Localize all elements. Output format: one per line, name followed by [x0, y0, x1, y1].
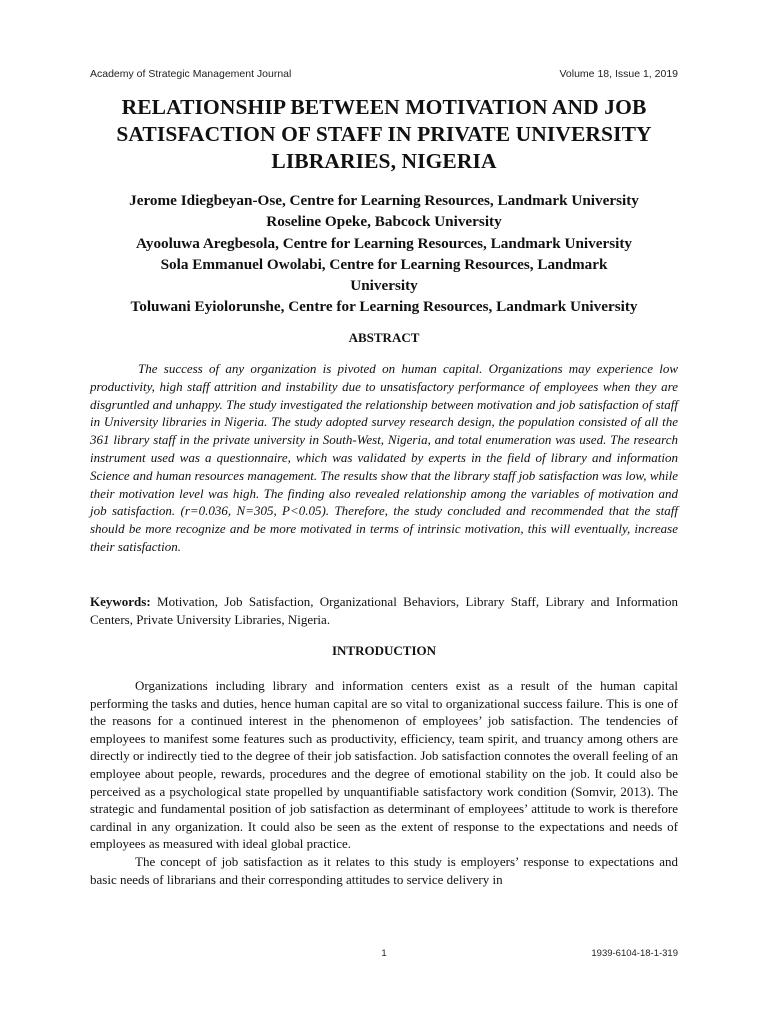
- keywords-text: Motivation, Job Satisfaction, Organizational Behaviors, Library Staff, Library and Information Centers, Private University Libraries, Nigeria.: [90, 594, 678, 627]
- journal-name: Academy of Strategic Management Journal: [90, 68, 292, 80]
- introduction-heading: INTRODUCTION: [331, 643, 436, 658]
- author-line: Sola Emmanuel Owolabi, Centre for Learning Resources, Landmark: [160, 255, 608, 273]
- introduction-body: [90, 677, 678, 888]
- author-line: Toluwani Eyiolorunshe, Centre for Learning Resources, Landmark University: [130, 298, 638, 316]
- introduction-paragraph: Organizations including library and information centers exist as a result of the human capital performing the tasks and duties, hence human capital are so vital to organizational success failure. This is one of the reasons for a continued interest in the phenomenon of employees’ job satisfaction. The tendencies of employees to manifest some features such as productivity, efficiency, team spirit, and truancy among others are directly or indirectly tied to the degree of their job satisfaction. Job satisfaction connotes the overall feeling of an employee about people, rewards, procedures and the degree of emotional stability on the job. It could also be perceived as a psychological state propelled by unquantifiable satisfactory work condition (Somvir, 2013). The strategic and fundamental position of job satisfaction as determinant of employees’ attitude to work is therefore cardinal in any organization. It could also be seen as the extent of response to the expectations and needs of employees as measured with ideal global practice.: [90, 678, 678, 852]
- author-list: [80, 190, 688, 318]
- introduction-paragraph: The concept of job satisfaction as it relates to this study is employers’ response to expectations and basic needs of librarians and their corresponding attitudes to service delivery in: [90, 853, 678, 887]
- keywords: [90, 593, 678, 629]
- title-line: SATISFACTION OF STAFF IN PRIVATE UNIVERSITY: [116, 122, 652, 146]
- title-line: LIBRARIES, NIGERIA: [271, 149, 497, 173]
- author-line: Roseline Opeke, Babcock University: [266, 213, 502, 231]
- article-id: 1939-6104-18-1-319: [591, 948, 678, 959]
- page-number: 1: [381, 948, 387, 959]
- title-line: RELATIONSHIP BETWEEN MOTIVATION AND JOB: [121, 95, 647, 119]
- volume-issue: Volume 18, Issue 1, 2019: [559, 68, 678, 80]
- running-header: [90, 68, 678, 80]
- author-line: Jerome Idiegbeyan-Ose, Centre for Learning Resources, Landmark University: [129, 192, 639, 209]
- author-line: University: [350, 277, 418, 295]
- author-line: Ayooluwa Aregbesola, Centre for Learning Resources, Landmark University: [136, 234, 632, 252]
- keywords-label: Keywords:: [90, 594, 151, 609]
- abstract-heading: ABSTRACT: [348, 330, 420, 345]
- abstract-text: The success of any organization is pivoted on human capital. Organizations may experience low productivity, high staff attrition and instability due to unsatisfactory performance of employees when they are disgruntled and unhappy. The study investigated the relationship between motivation and job satisfaction of staff in University libraries in Nigeria. The study adopted survey research design, the population consisted of all the 361 library staff in the private university in South-West, Nigeria, and total enumeration was used. The research instrument used was a questionnaire, which was validated by experts in the field of library and information Science and human resources management. The results show that the library staff job satisfaction was low, while their motivation level was high. The finding also revealed relationship among the variables of motivation and job satisfaction. (r=0.036, N=305, P<0.05). Therefore, the study concluded and recommended that the staff should be more recognize and be more motivated in terms of intrinsic motivation, this will eventually, increase their satisfaction.: [90, 361, 678, 554]
- paper-title: [80, 94, 688, 175]
